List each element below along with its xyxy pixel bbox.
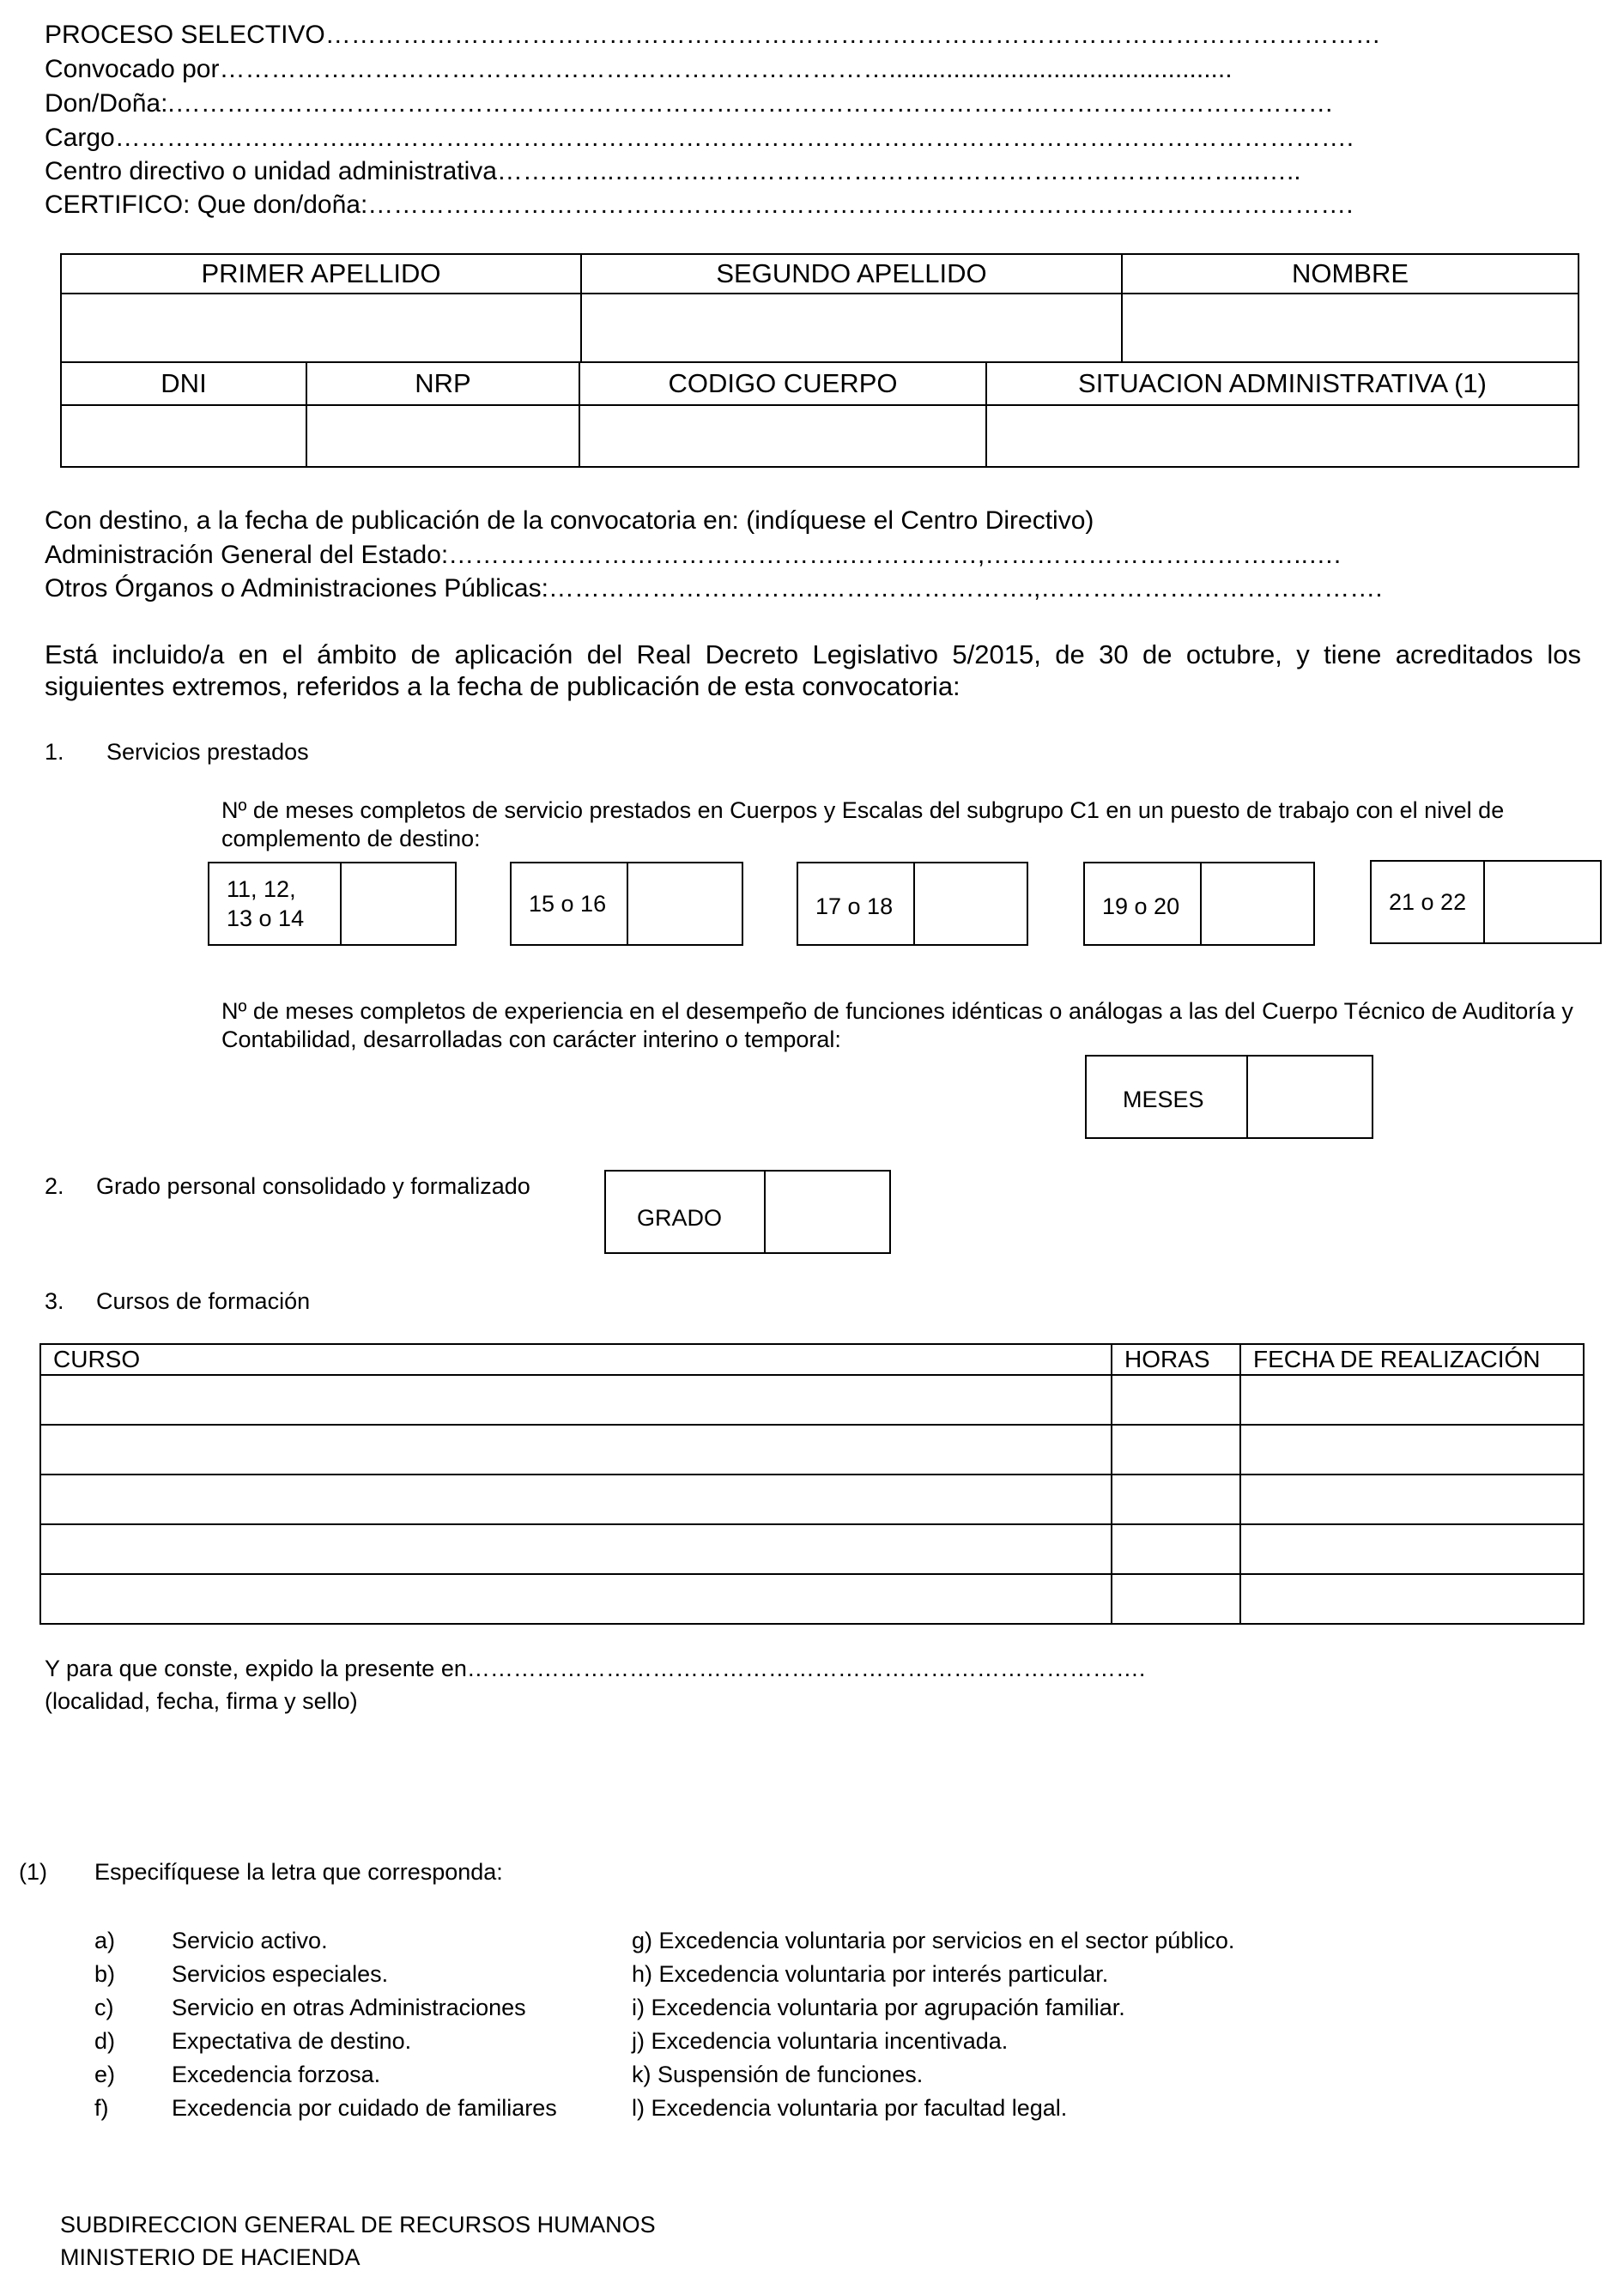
header-certifico[interactable]: CERTIFICO: Que don/doña:……………………………………………………………………………………………………. [45, 191, 1354, 219]
servicio-text: Nº de meses completos de servicio prestados en Cuerpos y Escalas del subgrupo C1 en un puesto de trabajo con el nivel de complemento de destino: [221, 797, 1505, 851]
nombre-cell[interactable] [1122, 294, 1579, 362]
header-convocado-por[interactable]: Convocado por……………………………………………………………………................................................ [45, 55, 1233, 83]
experiencia-text: Nº de meses completos de experiencia en el desempeño de funciones idénticas o análogas a las del Cuerpo Técnico de Auditoría y Contabilidad, desarrolladas con carácter interino o temporal: [221, 998, 1573, 1052]
ambito-paragraph: Está incluido/a en el ámbito de aplicación del Real Decreto Legislativo 5/2015, de 30 de octubre, y tiene acreditados los siguientes extremos, referidos a la fecha de publicación de esta convocatoria: [45, 639, 1581, 701]
header-codigo-cuerpo: CODIGO CUERPO [579, 362, 986, 405]
header-nombre: NOMBRE [1122, 254, 1579, 294]
identity-table-names [60, 253, 1579, 363]
level-label-17-18: 17 o 18 [798, 863, 915, 944]
footnote-text-c: Servicio en otras Administraciones [172, 1995, 526, 2020]
footnote-text-f: Excedencia por cuidado de familiares [172, 2095, 557, 2121]
level-label-19-20: 19 o 20 [1085, 863, 1202, 944]
horas-cell[interactable] [1112, 1524, 1240, 1574]
fecha-cell[interactable] [1240, 1375, 1584, 1425]
destino-otros-line[interactable]: Otros Órganos o Administraciones Públicas:…………………………..…………………….,…………………………………. [45, 574, 1383, 603]
level-box-11-14 [208, 862, 457, 946]
header-don-dona[interactable]: Don/Doña:.……………………………………………………………………………………………………………………… [45, 89, 1334, 118]
header-segundo-apellido: SEGUNDO APELLIDO [581, 254, 1122, 294]
header-curso: CURSO [40, 1344, 1112, 1375]
primer-apellido-cell[interactable] [61, 294, 581, 362]
footnote-text-d: Expectativa de destino. [172, 2028, 412, 2054]
level-input-21-22[interactable] [1485, 862, 1600, 942]
section1-number: 1. [45, 739, 64, 765]
footer-ministerio: MINISTERIO DE HACIENDA [60, 2244, 361, 2270]
footnote-marker: (1) [19, 1859, 47, 1885]
footer-subdireccion: SUBDIRECCION GENERAL DE RECURSOS HUMANOS [60, 2212, 656, 2238]
header-nrp: NRP [306, 362, 579, 405]
footnote-text-a: Servicio activo. [172, 1928, 328, 1953]
footnote-text-j: j) Excedencia voluntaria incentivada. [632, 2028, 1009, 2054]
section3-title: Cursos de formación [96, 1288, 311, 1314]
meses-box [1085, 1055, 1373, 1139]
grado-label: GRADO [606, 1172, 766, 1252]
level-label-21-22: 21 o 22 [1372, 862, 1485, 942]
horas-cell[interactable] [1112, 1425, 1240, 1475]
footnote-letter-b: b) [94, 1961, 116, 1987]
dni-cell[interactable] [61, 405, 306, 467]
header-centro-directivo[interactable]: Centro directivo o unidad administrativa…………..……….………………………………………………………...….. [45, 157, 1301, 185]
footnote-letter-e: e) [94, 2062, 116, 2087]
header-cargo[interactable]: Cargo………………………...……………………………………………………………………………………………………. [45, 124, 1354, 152]
footnote-letter-f: f) [94, 2095, 109, 2121]
meses-input[interactable] [1248, 1057, 1372, 1137]
fecha-cell[interactable] [1240, 1524, 1584, 1574]
curso-cell[interactable] [40, 1574, 1112, 1624]
footnote-text-b: Servicios especiales. [172, 1961, 389, 1987]
horas-cell[interactable] [1112, 1375, 1240, 1425]
situacion-administrativa-cell[interactable] [986, 405, 1579, 467]
closing-note: (localidad, fecha, firma y sello) [45, 1688, 358, 1714]
grado-input[interactable] [766, 1172, 889, 1252]
header-primer-apellido: PRIMER APELLIDO [61, 254, 581, 294]
footnote-text-g: g) Excedencia voluntaria por servicios en el sector público. [632, 1928, 1235, 1953]
header-situacion-administrativa: SITUACION ADMINISTRATIVA (1) [986, 362, 1579, 405]
footnote-text-i: i) Excedencia voluntaria por agrupación familiar. [632, 1995, 1125, 2020]
fecha-cell[interactable] [1240, 1425, 1584, 1475]
level-box-17-18 [797, 862, 1028, 946]
identity-table-ids [60, 361, 1579, 468]
section2-number: 2. [45, 1173, 64, 1199]
table-row [40, 1375, 1584, 1425]
footnote-letter-d: d) [94, 2028, 116, 2054]
segundo-apellido-cell[interactable] [581, 294, 1122, 362]
level-input-11-14[interactable] [342, 863, 455, 944]
table-row [40, 1425, 1584, 1475]
meses-label: MESES [1087, 1057, 1248, 1137]
curso-cell[interactable] [40, 1425, 1112, 1475]
destino-intro: Con destino, a la fecha de publicación de la convocatoria en: (indíquese el Centro Directivo) [45, 506, 1094, 535]
header-horas: HORAS [1112, 1344, 1240, 1375]
cursos-table [39, 1343, 1585, 1625]
table-row [40, 1574, 1584, 1624]
level-box-19-20 [1083, 862, 1315, 946]
curso-cell[interactable] [40, 1375, 1112, 1425]
footnote-letter-c: c) [94, 1995, 114, 2020]
curso-cell[interactable] [40, 1524, 1112, 1574]
level-input-19-20[interactable] [1202, 863, 1313, 944]
level-label-11-14: 11, 12, 13 o 14 [209, 863, 342, 944]
footnote-text-k: k) Suspensión de funciones. [632, 2062, 924, 2087]
footnote-text-l: l) Excedencia voluntaria por facultad legal. [632, 2095, 1068, 2121]
header-dni: DNI [61, 362, 306, 405]
section1-title: Servicios prestados [106, 739, 309, 765]
section3-number: 3. [45, 1288, 64, 1314]
section2-title: Grado personal consolidado y formalizado [96, 1173, 530, 1199]
nrp-cell[interactable] [306, 405, 579, 467]
fecha-cell[interactable] [1240, 1475, 1584, 1524]
level-box-15-16 [510, 862, 743, 946]
level-input-15-16[interactable] [628, 863, 742, 944]
table-row [40, 1475, 1584, 1524]
footnote-title: Especifíquese la letra que corresponda: [94, 1859, 503, 1885]
level-box-21-22 [1370, 860, 1602, 944]
header-fecha-realizacion: FECHA DE REALIZACIÓN [1240, 1344, 1584, 1375]
horas-cell[interactable] [1112, 1574, 1240, 1624]
curso-cell[interactable] [40, 1475, 1112, 1524]
table-row [40, 1524, 1584, 1574]
codigo-cuerpo-cell[interactable] [579, 405, 986, 467]
horas-cell[interactable] [1112, 1475, 1240, 1524]
level-input-17-18[interactable] [915, 863, 1027, 944]
closing-line[interactable]: Y para que conste, expido la presente en……………………………………………………………………………. [45, 1656, 1146, 1681]
level-label-15-16: 15 o 16 [512, 863, 628, 944]
footnote-letter-a: a) [94, 1928, 116, 1953]
destino-age-line[interactable]: Administración General del Estado:………………………………………..……………,………………………………..…. [45, 541, 1342, 569]
footnote-text-h: h) Excedencia voluntaria por interés particular. [632, 1961, 1109, 1987]
footnote-text-e: Excedencia forzosa. [172, 2062, 381, 2087]
grado-box [604, 1170, 891, 1254]
fecha-cell[interactable] [1240, 1574, 1584, 1624]
header-proceso-selectivo[interactable]: PROCESO SELECTIVO…………………………………………………………………………………………………………… [45, 21, 1381, 49]
